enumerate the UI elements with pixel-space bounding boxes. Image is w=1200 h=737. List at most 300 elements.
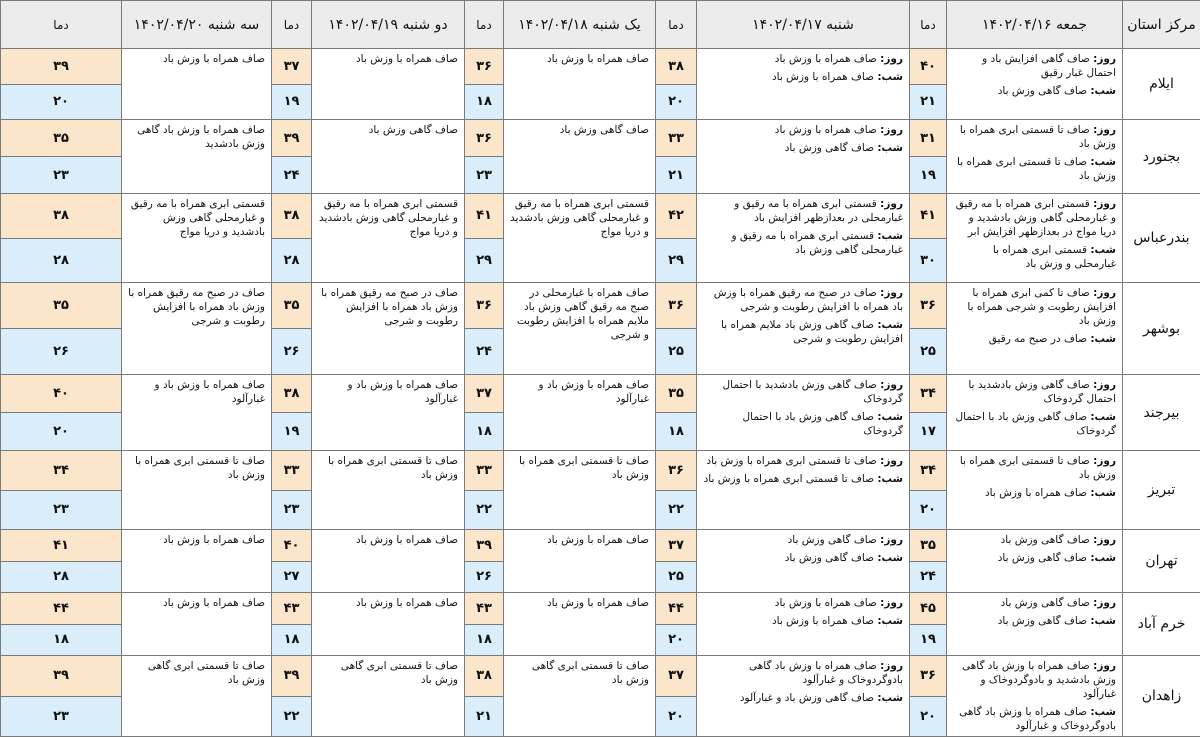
- table-row: [1, 375, 1200, 451]
- night-forecast: [953, 614, 1116, 628]
- forecast-description: [697, 530, 910, 593]
- min-temperature: ۲۱: [656, 157, 696, 193]
- forecast-description: [697, 194, 910, 283]
- night-forecast: [703, 318, 903, 346]
- temperature-cell: [1, 375, 122, 451]
- min-temperature: ۲۵: [656, 329, 696, 374]
- temperature-box: [465, 194, 503, 282]
- night-label: شب:: [1090, 333, 1116, 345]
- day-label: روز:: [880, 379, 903, 391]
- forecast-description: [947, 530, 1123, 593]
- day-forecast: [703, 123, 903, 137]
- day-forecast: [953, 659, 1116, 701]
- day-forecast: [703, 52, 903, 66]
- night-forecast: [953, 705, 1116, 733]
- day-label: روز:: [1093, 124, 1116, 136]
- city-name: بجنورد: [1123, 120, 1200, 194]
- night-forecast: [953, 486, 1116, 500]
- max-temperature: ۴۱: [465, 194, 503, 239]
- day-header: شنبه ۱۴۰۲/۰۴/۱۷: [697, 1, 910, 49]
- temperature-box: [1, 593, 121, 655]
- temperature-cell: [656, 593, 697, 656]
- night-label: شب:: [877, 319, 903, 331]
- day-forecast: [703, 378, 903, 406]
- temperature-cell: [272, 283, 312, 375]
- forecast-description: [504, 451, 656, 530]
- temperature-box: [1, 375, 121, 450]
- forecast-description: [122, 194, 272, 283]
- min-temperature: ۲۹: [465, 239, 503, 283]
- forecast-text: صاف تا قسمتی ابری همراه با وزش باد: [328, 455, 458, 481]
- night-text: صاف گاهی وزش باد با احتمال گردوخاک: [742, 411, 903, 437]
- day-forecast: [703, 197, 903, 225]
- night-text: صاف همراه با وزش باد: [985, 487, 1087, 499]
- max-temperature: ۳۷: [656, 656, 696, 697]
- forecast-text: صاف همراه با وزش باد: [547, 53, 649, 65]
- max-temperature: ۴۰: [272, 530, 311, 562]
- forecast-description: [697, 49, 910, 120]
- max-temperature: ۳۳: [656, 120, 696, 157]
- temperature-box: [465, 283, 503, 374]
- night-label: شب:: [877, 615, 903, 627]
- night-forecast: [953, 155, 1116, 183]
- max-temperature: ۳۴: [1, 451, 121, 491]
- forecast-description: [947, 194, 1123, 283]
- min-temperature: ۲۰: [1, 413, 121, 450]
- temperature-box: [272, 530, 311, 592]
- min-temperature: ۲۴: [272, 157, 311, 193]
- max-temperature: ۳۷: [272, 49, 311, 85]
- forecast-text: صاف همراه با وزش باد و غبارآلود: [348, 379, 458, 405]
- day-text: صاف در صبح مه رقیق همراه با وزش باد همراه با افزایش رطوبت و شرجی: [714, 287, 903, 313]
- night-forecast: [703, 229, 903, 257]
- temperature-box: [656, 593, 696, 655]
- max-temperature: ۴۳: [272, 593, 311, 625]
- min-temperature: ۲۳: [1, 157, 121, 193]
- night-text: صاف در صبح مه رقیق: [989, 333, 1087, 345]
- forecast-text: صاف همراه با وزش باد: [163, 534, 265, 546]
- temperature-cell: [910, 451, 947, 530]
- day-text: صاف تا کمی ابری همراه با افزایش رطوبت و شرجی همراه با وزش باد: [967, 287, 1116, 327]
- forecast-description: [697, 375, 910, 451]
- forecast-text: صاف در صبح مه رقیق همراه با وزش باد همراه با افزایش رطوبت و شرجی: [321, 287, 458, 327]
- min-temperature: ۲۳: [1, 697, 121, 737]
- min-temperature: ۱۸: [656, 413, 696, 450]
- temperature-cell: [910, 530, 947, 593]
- max-temperature: ۳۵: [1, 120, 121, 157]
- forecast-description: [122, 49, 272, 120]
- temperature-cell: [910, 593, 947, 656]
- max-temperature: ۴۴: [656, 593, 696, 625]
- max-temperature: ۳۷: [656, 530, 696, 562]
- min-temperature: ۲۶: [272, 329, 311, 374]
- temperature-box: [1, 656, 121, 736]
- temperature-cell: [272, 375, 312, 451]
- forecast-description: [947, 451, 1123, 530]
- forecast-description: [312, 593, 465, 656]
- temperature-cell: [1, 49, 122, 120]
- max-temperature: ۴۳: [465, 593, 503, 625]
- forecast-description: [947, 375, 1123, 451]
- temperature-cell: [272, 49, 312, 120]
- night-forecast: [703, 614, 903, 628]
- forecast-text: صاف همراه با وزش باد: [547, 597, 649, 609]
- day-label: روز:: [880, 534, 903, 546]
- forecast-text: صاف همراه با وزش باد: [356, 53, 458, 65]
- forecast-description: [312, 656, 465, 737]
- day-text: قسمتی ابری همراه با مه رقیق و غبارمحلی گاهی وزش بادشدید و دریا مواج در بعدازظهر افزایش ابر: [956, 198, 1116, 238]
- max-temperature: ۴۱: [910, 194, 946, 239]
- day-text: صاف گاهی وزش باد: [1001, 597, 1090, 609]
- min-temperature: ۱۹: [272, 85, 311, 120]
- night-label: شب:: [1090, 487, 1116, 499]
- temperature-cell: [272, 593, 312, 656]
- night-text: صاف همراه با وزش باد: [772, 71, 874, 83]
- min-temperature: ۲۰: [656, 625, 696, 656]
- forecast-description: [697, 120, 910, 194]
- temperature-box: [272, 656, 311, 736]
- temperature-box: [910, 375, 946, 450]
- city-name: بندرعباس: [1123, 194, 1200, 283]
- day-text: صاف گاهی وزش باد: [1001, 534, 1090, 546]
- min-temperature: ۲۴: [465, 329, 503, 374]
- forecast-description: [504, 530, 656, 593]
- forecast-description: [947, 656, 1123, 737]
- temperature-box: [465, 49, 503, 119]
- table-row: [1, 451, 1200, 530]
- day-text: صاف همراه با وزش باد گاهی بادوگردوخاک و غبارآلود: [749, 660, 903, 686]
- temperature-cell: [1, 451, 122, 530]
- forecast-description: [312, 49, 465, 120]
- day-text: صاف گاهی افزایش باد و احتمال غبار رقیق: [982, 53, 1116, 79]
- temperature-cell: [272, 120, 312, 194]
- night-text: صاف همراه با وزش باد: [772, 615, 874, 627]
- city-name: ایلام: [1123, 49, 1200, 120]
- forecast-text: صاف همراه با وزش باد: [356, 534, 458, 546]
- day-text: صاف تا قسمتی ابری همراه با وزش باد: [706, 455, 876, 467]
- forecast-description: [122, 656, 272, 737]
- day-label: روز:: [880, 53, 903, 65]
- temperature-cell: [910, 194, 947, 283]
- temperature-box: [272, 49, 311, 119]
- temperature-cell: [1, 283, 122, 375]
- forecast-text: صاف همراه با وزش باد: [163, 53, 265, 65]
- temp-header: دما: [910, 1, 947, 49]
- temperature-cell: [465, 194, 504, 283]
- night-label: شب:: [877, 692, 903, 704]
- min-temperature: ۲۲: [465, 491, 503, 530]
- min-temperature: ۲۰: [1, 85, 121, 120]
- temperature-cell: [656, 194, 697, 283]
- min-temperature: ۲۲: [656, 491, 696, 530]
- temperature-cell: [465, 530, 504, 593]
- min-temperature: ۲۳: [272, 491, 311, 530]
- forecast-description: [504, 283, 656, 375]
- city-name: تبریز: [1123, 451, 1200, 530]
- max-temperature: ۳۶: [656, 451, 696, 491]
- max-temperature: ۴۵: [910, 593, 946, 625]
- forecast-text: صاف همراه با وزش باد گاهی وزش بادشدید: [137, 124, 265, 150]
- max-temperature: ۳۹: [465, 530, 503, 562]
- min-temperature: ۲۱: [910, 85, 946, 120]
- temperature-cell: [656, 656, 697, 737]
- day-forecast: [703, 596, 903, 610]
- night-forecast: [953, 332, 1116, 346]
- day-label: روز:: [1093, 597, 1116, 609]
- temperature-box: [910, 194, 946, 282]
- temp-header: دما: [656, 1, 697, 49]
- forecast-description: [312, 120, 465, 194]
- table-row: [1, 283, 1200, 375]
- temperature-box: [656, 451, 696, 529]
- min-temperature: ۲۸: [1, 562, 121, 593]
- min-temperature: ۱۷: [910, 413, 946, 450]
- forecast-description: [122, 375, 272, 451]
- min-temperature: ۲۵: [910, 329, 946, 374]
- day-label: روز:: [880, 198, 903, 210]
- table-row: [1, 530, 1200, 593]
- day-forecast: [953, 378, 1116, 406]
- min-temperature: ۱۹: [272, 413, 311, 450]
- max-temperature: ۴۱: [1, 530, 121, 562]
- night-forecast: [953, 84, 1116, 98]
- temperature-box: [1, 120, 121, 193]
- max-temperature: ۳۴: [910, 451, 946, 491]
- temperature-box: [465, 120, 503, 193]
- day-label: روز:: [1093, 287, 1116, 299]
- day-forecast: [703, 533, 903, 547]
- temperature-box: [272, 283, 311, 374]
- night-text: صاف گاهی وزش باد: [998, 85, 1087, 97]
- temperature-cell: [910, 120, 947, 194]
- temperature-box: [1, 49, 121, 119]
- city-name: زاهدان: [1123, 656, 1200, 737]
- night-forecast: [703, 691, 903, 705]
- min-temperature: ۱۹: [910, 157, 946, 193]
- max-temperature: ۳۳: [465, 451, 503, 491]
- max-temperature: ۳۵: [272, 283, 311, 329]
- temperature-box: [272, 120, 311, 193]
- temperature-cell: [465, 593, 504, 656]
- max-temperature: ۳۶: [465, 283, 503, 329]
- max-temperature: ۳۶: [910, 656, 946, 697]
- temperature-cell: [1, 530, 122, 593]
- night-text: صاف گاهی وزش باد ملایم همراه با افزایش رطوبت و شرجی: [721, 319, 903, 345]
- forecast-text: صاف گاهی وزش باد: [560, 124, 649, 136]
- forecast-text: صاف در صبح مه رقیق همراه با وزش باد همراه با افزایش رطوبت و شرجی: [128, 287, 265, 327]
- day-text: صاف گاهی وزش بادشدید با احتمال گردوخاک: [723, 379, 903, 405]
- forecast-description: [504, 375, 656, 451]
- temperature-box: [656, 375, 696, 450]
- temperature-box: [910, 593, 946, 655]
- temperature-cell: [656, 375, 697, 451]
- forecast-text: صاف تا قسمتی ابری همراه با وزش باد: [135, 455, 265, 481]
- max-temperature: ۳۶: [465, 120, 503, 157]
- forecast-text: صاف همراه با وزش باد: [356, 597, 458, 609]
- night-label: شب:: [1090, 706, 1116, 718]
- temperature-cell: [272, 194, 312, 283]
- day-label: روز:: [880, 455, 903, 467]
- forecast-description: [947, 283, 1123, 375]
- min-temperature: ۲۲: [272, 697, 311, 737]
- temperature-cell: [656, 120, 697, 194]
- temperature-cell: [1, 120, 122, 194]
- forecast-description: [122, 451, 272, 530]
- max-temperature: ۴۰: [910, 49, 946, 85]
- temperature-cell: [272, 656, 312, 737]
- max-temperature: ۳۳: [272, 451, 311, 491]
- temperature-cell: [910, 283, 947, 375]
- forecast-description: [947, 120, 1123, 194]
- forecast-description: [504, 120, 656, 194]
- forecast-text: قسمتی ابری همراه با مه رقیق و غبارمحلی گاهی وزش بادشدید و دریا مواج: [319, 198, 458, 238]
- max-temperature: ۳۹: [1, 49, 121, 85]
- temperature-cell: [465, 120, 504, 194]
- max-temperature: ۴۰: [1, 375, 121, 413]
- day-label: روز:: [1093, 53, 1116, 65]
- temperature-box: [910, 120, 946, 193]
- temperature-box: [1, 194, 121, 282]
- night-text: صاف تا قسمتی ابری همراه با وزش باد: [704, 473, 874, 485]
- min-temperature: ۱۸: [272, 625, 311, 656]
- temperature-box: [656, 194, 696, 282]
- day-label: روز:: [1093, 379, 1116, 391]
- forecast-text: صاف تا قسمتی ابری گاهی وزش باد: [148, 660, 265, 686]
- night-label: شب:: [877, 71, 903, 83]
- temperature-box: [465, 593, 503, 655]
- table-row: [1, 120, 1200, 194]
- night-label: شب:: [1090, 244, 1116, 256]
- day-forecast: [953, 197, 1116, 239]
- forecast-text: قسمتی ابری همراه با مه رقیق و غبارمحلی گاهی وزش بادشدید و دریا مواج: [510, 198, 649, 238]
- night-label: شب:: [1090, 156, 1116, 168]
- temperature-box: [910, 49, 946, 119]
- min-temperature: ۲۹: [656, 239, 696, 283]
- day-label: روز:: [1093, 660, 1116, 672]
- min-temperature: ۲۸: [272, 239, 311, 283]
- temperature-cell: [910, 49, 947, 120]
- night-text: صاف همراه با وزش باد گاهی بادوگردوخاک و غبارآلود: [959, 706, 1116, 732]
- min-temperature: ۱۸: [465, 625, 503, 656]
- forecast-description: [312, 375, 465, 451]
- forecast-description: [697, 656, 910, 737]
- night-text: قسمتی ابری همراه با مه رقیق و غبارمحلی گاهی وزش باد: [731, 230, 903, 256]
- min-temperature: ۲۱: [465, 697, 503, 737]
- day-forecast: [953, 286, 1116, 328]
- temperature-cell: [1, 593, 122, 656]
- min-temperature: ۲۸: [1, 239, 121, 283]
- day-text: صاف همراه با وزش باد گاهی وزش بادشدید و بادوگردوخاک و غبارآلود: [962, 660, 1116, 700]
- temperature-box: [465, 656, 503, 736]
- max-temperature: ۳۵: [656, 375, 696, 413]
- max-temperature: ۴۴: [1, 593, 121, 625]
- forecast-body: [1, 49, 1200, 737]
- max-temperature: ۳۶: [465, 49, 503, 85]
- temperature-cell: [465, 656, 504, 737]
- night-label: شب:: [877, 230, 903, 242]
- forecast-description: [312, 451, 465, 530]
- min-temperature: ۲۵: [656, 562, 696, 593]
- day-text: صاف همراه با وزش باد: [775, 53, 877, 65]
- forecast-description: [312, 530, 465, 593]
- night-forecast: [703, 141, 903, 155]
- temperature-cell: [272, 451, 312, 530]
- min-temperature: ۲۶: [1, 329, 121, 374]
- max-temperature: ۳۹: [272, 120, 311, 157]
- day-label: روز:: [1093, 534, 1116, 546]
- forecast-text: صاف همراه با غبارمحلی در صبح مه رقیق گاهی وزش باد ملایم همراه با افزایش رطوبت و شرجی: [517, 287, 649, 341]
- table-row: [1, 593, 1200, 656]
- forecast-text: صاف همراه با وزش باد: [547, 534, 649, 546]
- temperature-box: [465, 451, 503, 529]
- day-text: صاف تا قسمتی ابری همراه با وزش باد: [960, 455, 1116, 481]
- max-temperature: ۳۹: [272, 656, 311, 697]
- night-forecast: [953, 410, 1116, 438]
- forecast-description: [697, 283, 910, 375]
- night-text: صاف گاهی وزش باد: [998, 615, 1087, 627]
- min-temperature: ۱۸: [465, 85, 503, 120]
- max-temperature: ۳۸: [272, 194, 311, 239]
- day-label: روز:: [1093, 198, 1116, 210]
- day-forecast: [953, 596, 1116, 610]
- temperature-box: [272, 194, 311, 282]
- day-text: صاف تا قسمتی ابری همراه با وزش باد: [960, 124, 1116, 150]
- forecast-description: [504, 593, 656, 656]
- day-text: صاف گاهی وزش باد: [788, 534, 877, 546]
- night-forecast: [703, 551, 903, 565]
- temperature-cell: [465, 49, 504, 120]
- day-forecast: [953, 533, 1116, 547]
- night-label: شب:: [877, 411, 903, 423]
- forecast-description: [504, 49, 656, 120]
- temperature-box: [1, 283, 121, 374]
- day-text: صاف همراه با وزش باد: [775, 597, 877, 609]
- day-forecast: [953, 123, 1116, 151]
- max-temperature: ۳۷: [465, 375, 503, 413]
- night-forecast: [953, 551, 1116, 565]
- temperature-cell: [910, 375, 947, 451]
- forecast-text: صاف همراه با وزش باد و غبارآلود: [539, 379, 649, 405]
- min-temperature: ۱۸: [1, 625, 121, 656]
- day-forecast: [703, 659, 903, 687]
- forecast-description: [697, 593, 910, 656]
- day-label: روز:: [880, 597, 903, 609]
- city-name: بوشهر: [1123, 283, 1200, 375]
- temperature-box: [910, 451, 946, 529]
- max-temperature: ۳۱: [910, 120, 946, 157]
- forecast-text: صاف همراه با وزش باد و غبارآلود: [155, 379, 265, 405]
- min-temperature: ۱۸: [465, 413, 503, 450]
- forecast-description: [312, 283, 465, 375]
- min-temperature: ۲۰: [910, 491, 946, 530]
- max-temperature: ۳۸: [272, 375, 311, 413]
- night-forecast: [953, 243, 1116, 271]
- temperature-box: [656, 283, 696, 374]
- day-forecast: [703, 286, 903, 314]
- night-label: شب:: [877, 473, 903, 485]
- day-header: دو شنبه ۱۴۰۲/۰۴/۱۹: [312, 1, 465, 49]
- max-temperature: ۳۸: [1, 194, 121, 239]
- min-temperature: ۲۰: [656, 697, 696, 737]
- night-forecast: [703, 410, 903, 438]
- forecast-description: [122, 283, 272, 375]
- forecast-text: صاف تا قسمتی ابری همراه با وزش باد: [519, 455, 649, 481]
- night-label: شب:: [1090, 85, 1116, 97]
- min-temperature: ۲۶: [465, 562, 503, 593]
- night-text: صاف گاهی وزش باد و غبارآلود: [740, 692, 874, 704]
- temp-header: دما: [465, 1, 504, 49]
- night-forecast: [703, 70, 903, 84]
